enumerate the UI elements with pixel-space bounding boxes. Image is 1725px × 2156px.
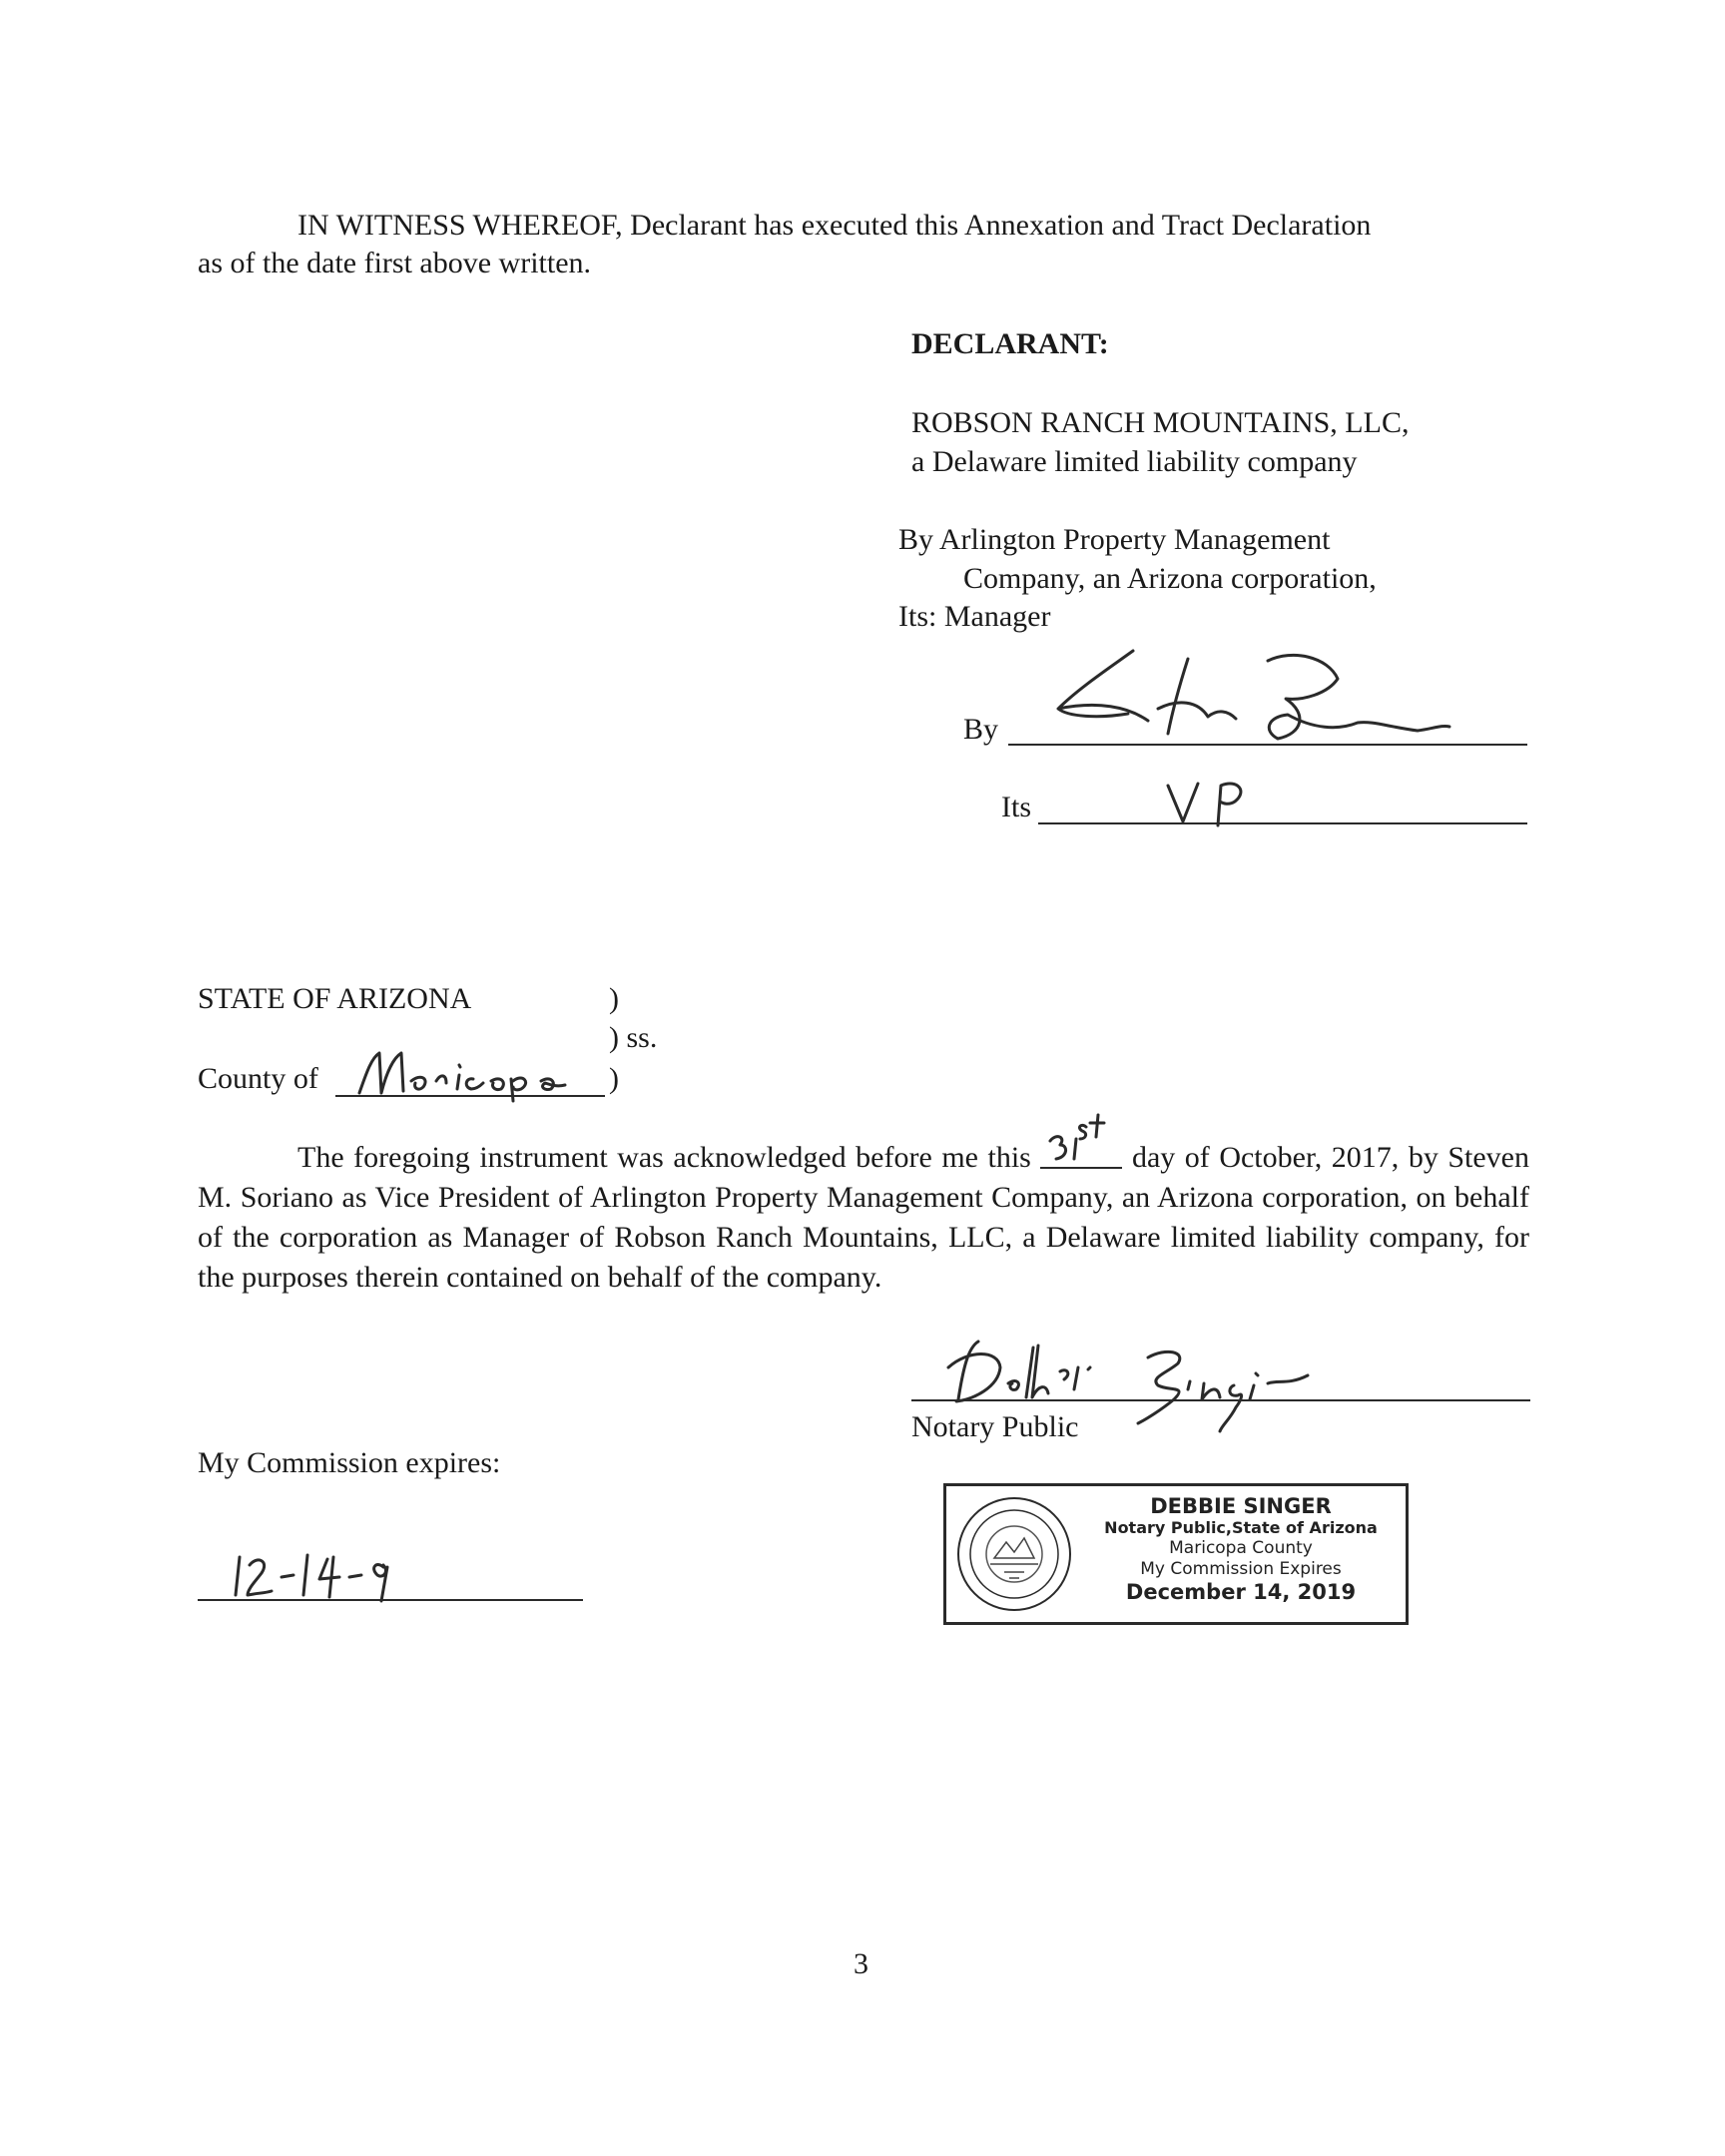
declarant-heading: DECLARANT: — [911, 327, 1109, 360]
venue-ss: ) ss. — [609, 1021, 658, 1054]
venue-paren-1: ) — [609, 982, 619, 1015]
its-handwritten-vp — [1163, 774, 1253, 833]
seal-name: DEBBIE SINGER — [1150, 1494, 1332, 1518]
acknowledgment-paragraph — [198, 1138, 1529, 1298]
venue-state: STATE OF ARIZONA — [198, 982, 472, 1015]
declarant-signature-icon — [1038, 639, 1457, 749]
seal-county: Maricopa County — [1169, 1538, 1313, 1558]
county-handwritten-maricopa — [351, 1043, 611, 1103]
its-line — [1038, 822, 1527, 824]
arizona-state-seal-icon — [954, 1494, 1074, 1614]
acknowledgment-part-1: The foregoing instrument was acknowledged before me this — [297, 1141, 1031, 1174]
declarant-company-desc: a Delaware limited liability company — [911, 445, 1358, 478]
acknowledgment-day-field — [1040, 1139, 1122, 1169]
witness-line-1: IN WITNESS WHEREOF, Declarant has executed this Annexation and Tract Declaration — [297, 209, 1372, 242]
commission-date-handwritten — [232, 1549, 431, 1605]
declarant-company: ROBSON RANCH MOUNTAINS, LLC, — [911, 406, 1410, 439]
acknowledgment-part-2: day of October, 2017, by Steven M. Soriano as Vice President of Arlington Property Management Company, an Arizona corporation, on behalf of the corporation as Manager of Robson Ranch Mountains, LLC, a Delaware limited liability company, for the purposes therein contained on behalf of the company. — [198, 1141, 1530, 1294]
witness-line-2: as of the date first above written. — [198, 247, 592, 279]
notary-seal-stamp — [943, 1483, 1409, 1625]
declarant-by-line-2: Company, an Arizona corporation, — [963, 562, 1377, 595]
notary-public-label: Notary Public — [911, 1410, 1079, 1443]
signature-by-label: By — [963, 713, 999, 746]
seal-expires-label: My Commission Expires — [1140, 1559, 1342, 1579]
seal-expires-date: December 14, 2019 — [1125, 1580, 1357, 1604]
commission-expires-label: My Commission expires: — [198, 1446, 501, 1479]
declarant-its-manager: Its: Manager — [898, 600, 1051, 633]
acknowledgment-day-handwritten — [1042, 1113, 1122, 1167]
page-number: 3 — [854, 1947, 868, 1980]
seal-title: Notary Public,State of Arizona — [1104, 1518, 1378, 1537]
declarant-by-line-1: By Arlington Property Management — [898, 523, 1331, 556]
signature-its-label: Its — [1001, 791, 1031, 823]
venue-county-label: County of — [198, 1062, 318, 1095]
venue-paren-3: ) — [609, 1062, 619, 1095]
